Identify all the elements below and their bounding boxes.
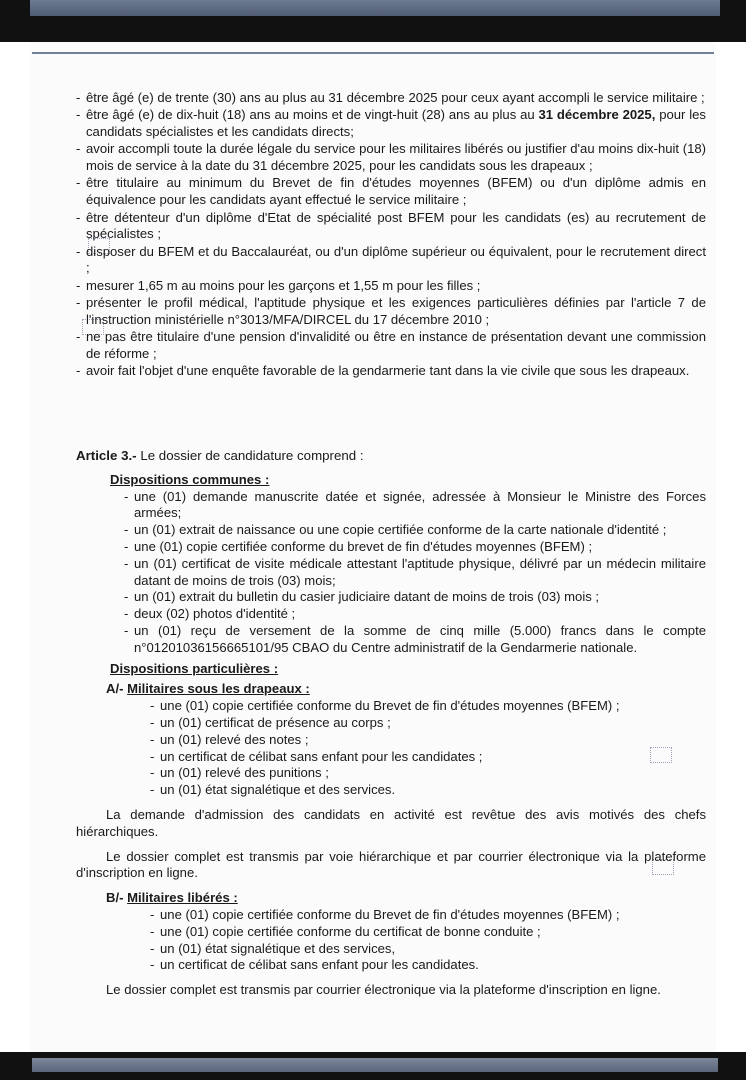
eligibility-conditions: [76, 90, 706, 380]
section-b-title: Militaires libérés :: [127, 890, 238, 906]
condition-item: - disposer du BFEM et du Baccalauréat, ou d'un diplôme supérieur ou équivalent, pour le recrutement direct ;: [76, 244, 706, 278]
document-page: [30, 42, 716, 1052]
document-item: - un (01) relevé des punitions ;: [150, 765, 706, 782]
condition-item: - être âgé (e) de trente (30) ans au plus au 31 décembre 2025 pour ceux ayant accompli le service militaire ;: [76, 90, 706, 107]
document-item: - un certificat de célibat sans enfant pour les candidates ;: [150, 749, 706, 766]
article-3-heading: [76, 448, 706, 465]
document-item: - un (01) reçu de versement de la somme de cinq mille (5.000) francs dans le compte n°01201036156665101/95 CBAO du Centre administratif de la Gendarmerie nationale.: [124, 623, 706, 657]
section-a-heading: [106, 681, 706, 698]
document-item: - une (01) copie certifiée conforme du brevet de fin d'études moyennes (BFEM) ;: [124, 539, 706, 556]
section-b-list: [150, 907, 706, 974]
document-item: - un (01) extrait de naissance ou une copie certifiée conforme de la carte nationale d'identité ;: [124, 522, 706, 539]
document-item: - un (01) certificat de visite médicale attestant l'aptitude physique, délivré par un médecin militaire datant de moins de trois (03) mois;: [124, 556, 706, 590]
next-page-edge: [32, 1058, 718, 1072]
dispositions-particulieres-title: Dispositions particulières :: [110, 660, 279, 676]
document-item: - une (01) copie certifiée conforme du certificat de bonne conduite ;: [150, 924, 706, 941]
condition-item: - être titulaire au minimum du Brevet de fin d'études moyennes (BFEM) ou d'un diplôme admis en équivalence pour les candidats ayant effectué le service militaire ;: [76, 175, 706, 209]
article-3-label: Article 3.-: [76, 448, 137, 463]
scan-bottom-edge: [0, 1052, 746, 1080]
document-item: - deux (02) photos d'identité ;: [124, 606, 706, 623]
condition-item: - présenter le profil médical, l'aptitude physique et les exigences particulières définies par l'article 7 de l'instruction ministérielle n°3013/MFA/DIRCEL du 17 décembre 2010 ;: [76, 295, 706, 329]
condition-item: - avoir accompli toute la durée légale du service pour les militaires libérés ou justifier d'au moins dix-huit (18) mois de service à la date du 31 décembre 2025, pour les candidats sous les drapeaux ;: [76, 141, 706, 175]
section-b-paragraph: Le dossier complet est transmis par courrier électronique via la plateforme d'inscription en ligne.: [106, 982, 661, 998]
condition-item: - ne pas être titulaire d'une pension d'invalidité ou être en instance de présentation devant une commission de réforme ;: [76, 329, 706, 363]
document-item: - un (01) état signalétique et des services.: [150, 782, 706, 799]
document-item: - un (01) relevé des notes ;: [150, 732, 706, 749]
header-rule: [32, 52, 714, 54]
condition-text: être âgé (e) de dix-huit (18) ans au moins et de vingt-huit (28) ans au plus au: [86, 107, 539, 123]
previous-page-edge: [30, 0, 720, 16]
document-item: - une (01) demande manuscrite datée et signée, adressée à Monsieur le Ministre des Forces armées;: [124, 489, 706, 523]
condition-item: - mesurer 1,65 m au moins pour les garçons et 1,55 m pour les filles ;: [76, 278, 706, 295]
section-a-paragraph-2: Le dossier complet est transmis par voie hiérarchique et par courrier électronique via la plateforme d'inscription en ligne.: [76, 848, 706, 881]
condition-item: [76, 107, 706, 141]
section-a-list: [150, 698, 706, 799]
section-a-prefix: A/-: [106, 681, 124, 697]
article-3-section: [76, 444, 706, 999]
document-item: - un (01) extrait du bulletin du casier judiciaire datant de moins de trois (03) mois ;: [124, 589, 706, 606]
condition-text: pour les candidats spécialistes et les candidats directs;: [86, 107, 706, 140]
document-body: [76, 90, 706, 381]
article-3-text: Le dossier de candidature comprend :: [140, 448, 364, 463]
section-b-prefix: B/-: [106, 890, 124, 906]
condition-item: - avoir fait l'objet d'une enquête favorable de la gendarmerie tant dans la vie civile que sous les drapeaux.: [76, 363, 706, 380]
section-a-title: Militaires sous les drapeaux :: [127, 681, 310, 697]
document-item: - un (01) certificat de présence au corps ;: [150, 715, 706, 732]
scan-top-edge: [0, 0, 746, 42]
condition-deadline-bold: 31 décembre 2025,: [538, 107, 656, 123]
dispositions-communes-title: Dispositions communes :: [110, 471, 270, 487]
section-b-heading: [106, 890, 706, 907]
document-item: - un certificat de célibat sans enfant pour les candidates.: [150, 957, 706, 974]
document-item: - une (01) copie certifiée conforme du Brevet de fin d'études moyennes (BFEM) ;: [150, 698, 706, 715]
document-item: - un (01) état signalétique et des services,: [150, 941, 706, 958]
dispositions-communes-list: [124, 489, 706, 657]
document-item: - une (01) copie certifiée conforme du Brevet de fin d'études moyennes (BFEM) ;: [150, 907, 706, 924]
section-a-paragraph-1: La demande d'admission des candidats en activité est revêtue des avis motivés des chefs hiérarchiques.: [76, 806, 706, 839]
condition-item: - être détenteur d'un diplôme d'Etat de spécialité post BFEM pour les candidats (es) au recrutement de spécialistes ;: [76, 210, 706, 244]
